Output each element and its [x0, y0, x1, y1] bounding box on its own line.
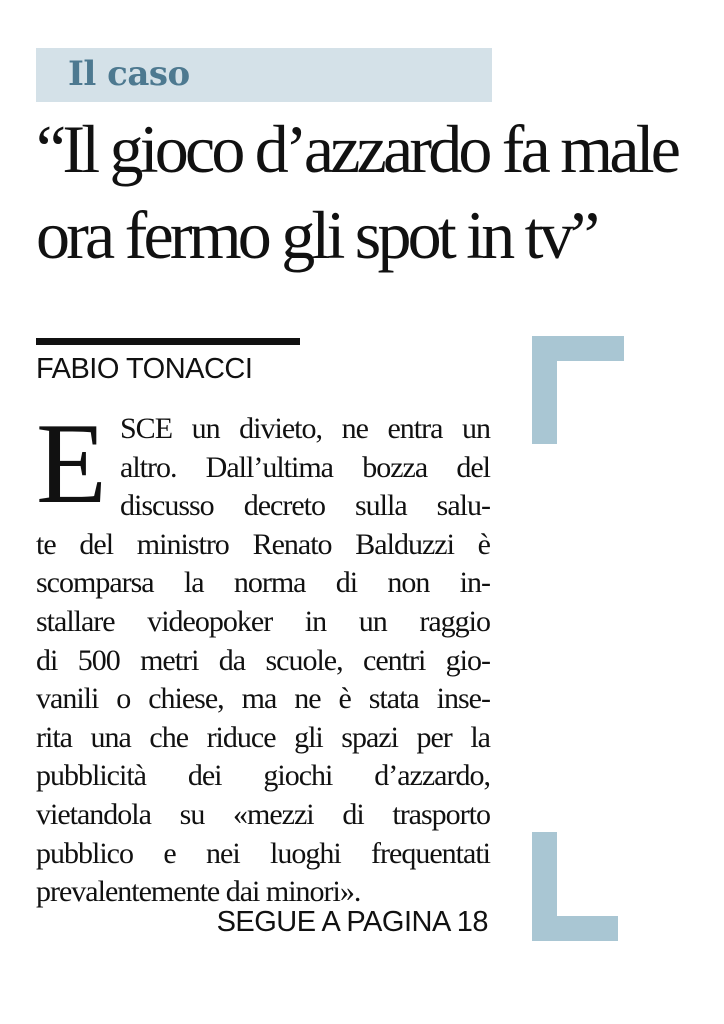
byline-rule: [36, 338, 300, 345]
section-kicker: [36, 48, 492, 102]
article-line: vietandola su «mezzi di trasporto: [36, 797, 490, 831]
article-line: rita una che riduce gli spazi per la: [36, 720, 490, 754]
article-line: SCE un divieto, ne entra un: [120, 412, 490, 445]
kicker-label: Il caso: [68, 54, 190, 94]
headline: [36, 106, 716, 278]
article-line: prevalentemente dai minori».: [36, 875, 361, 909]
article-line: scomparsa la norma di non in-: [36, 566, 490, 600]
corner-mark-bottom-horizontal: [532, 916, 618, 941]
article-line: stallare videopoker in un raggio: [36, 604, 490, 638]
byline: FABIO TONACCI: [36, 353, 253, 385]
article-line: di 500 metri da scuole, centri gio-: [36, 643, 490, 677]
corner-mark-top-vertical: [532, 336, 557, 444]
headline-line-2: ora fermo gli spot in tv”: [36, 197, 597, 273]
article-line: pubblico e nei luoghi frequentati: [36, 836, 490, 870]
article-line: altro. Dall’ultima bozza del: [120, 450, 490, 484]
article-line: vanili o chiese, ma ne è stata inse-: [36, 682, 490, 716]
continuation-link[interactable]: SEGUE A PAGINA 18: [216, 906, 488, 938]
article-line: pubblicità dei giochi d’azzardo,: [36, 759, 490, 793]
article-body: [36, 400, 490, 912]
drop-cap: E: [36, 400, 106, 528]
article-line: te del ministro Renato Balduzzi è: [36, 527, 490, 561]
article-line: discusso decreto sulla salu-: [120, 489, 490, 523]
headline-line-1: “Il gioco d’azzardo fa male: [36, 111, 678, 187]
